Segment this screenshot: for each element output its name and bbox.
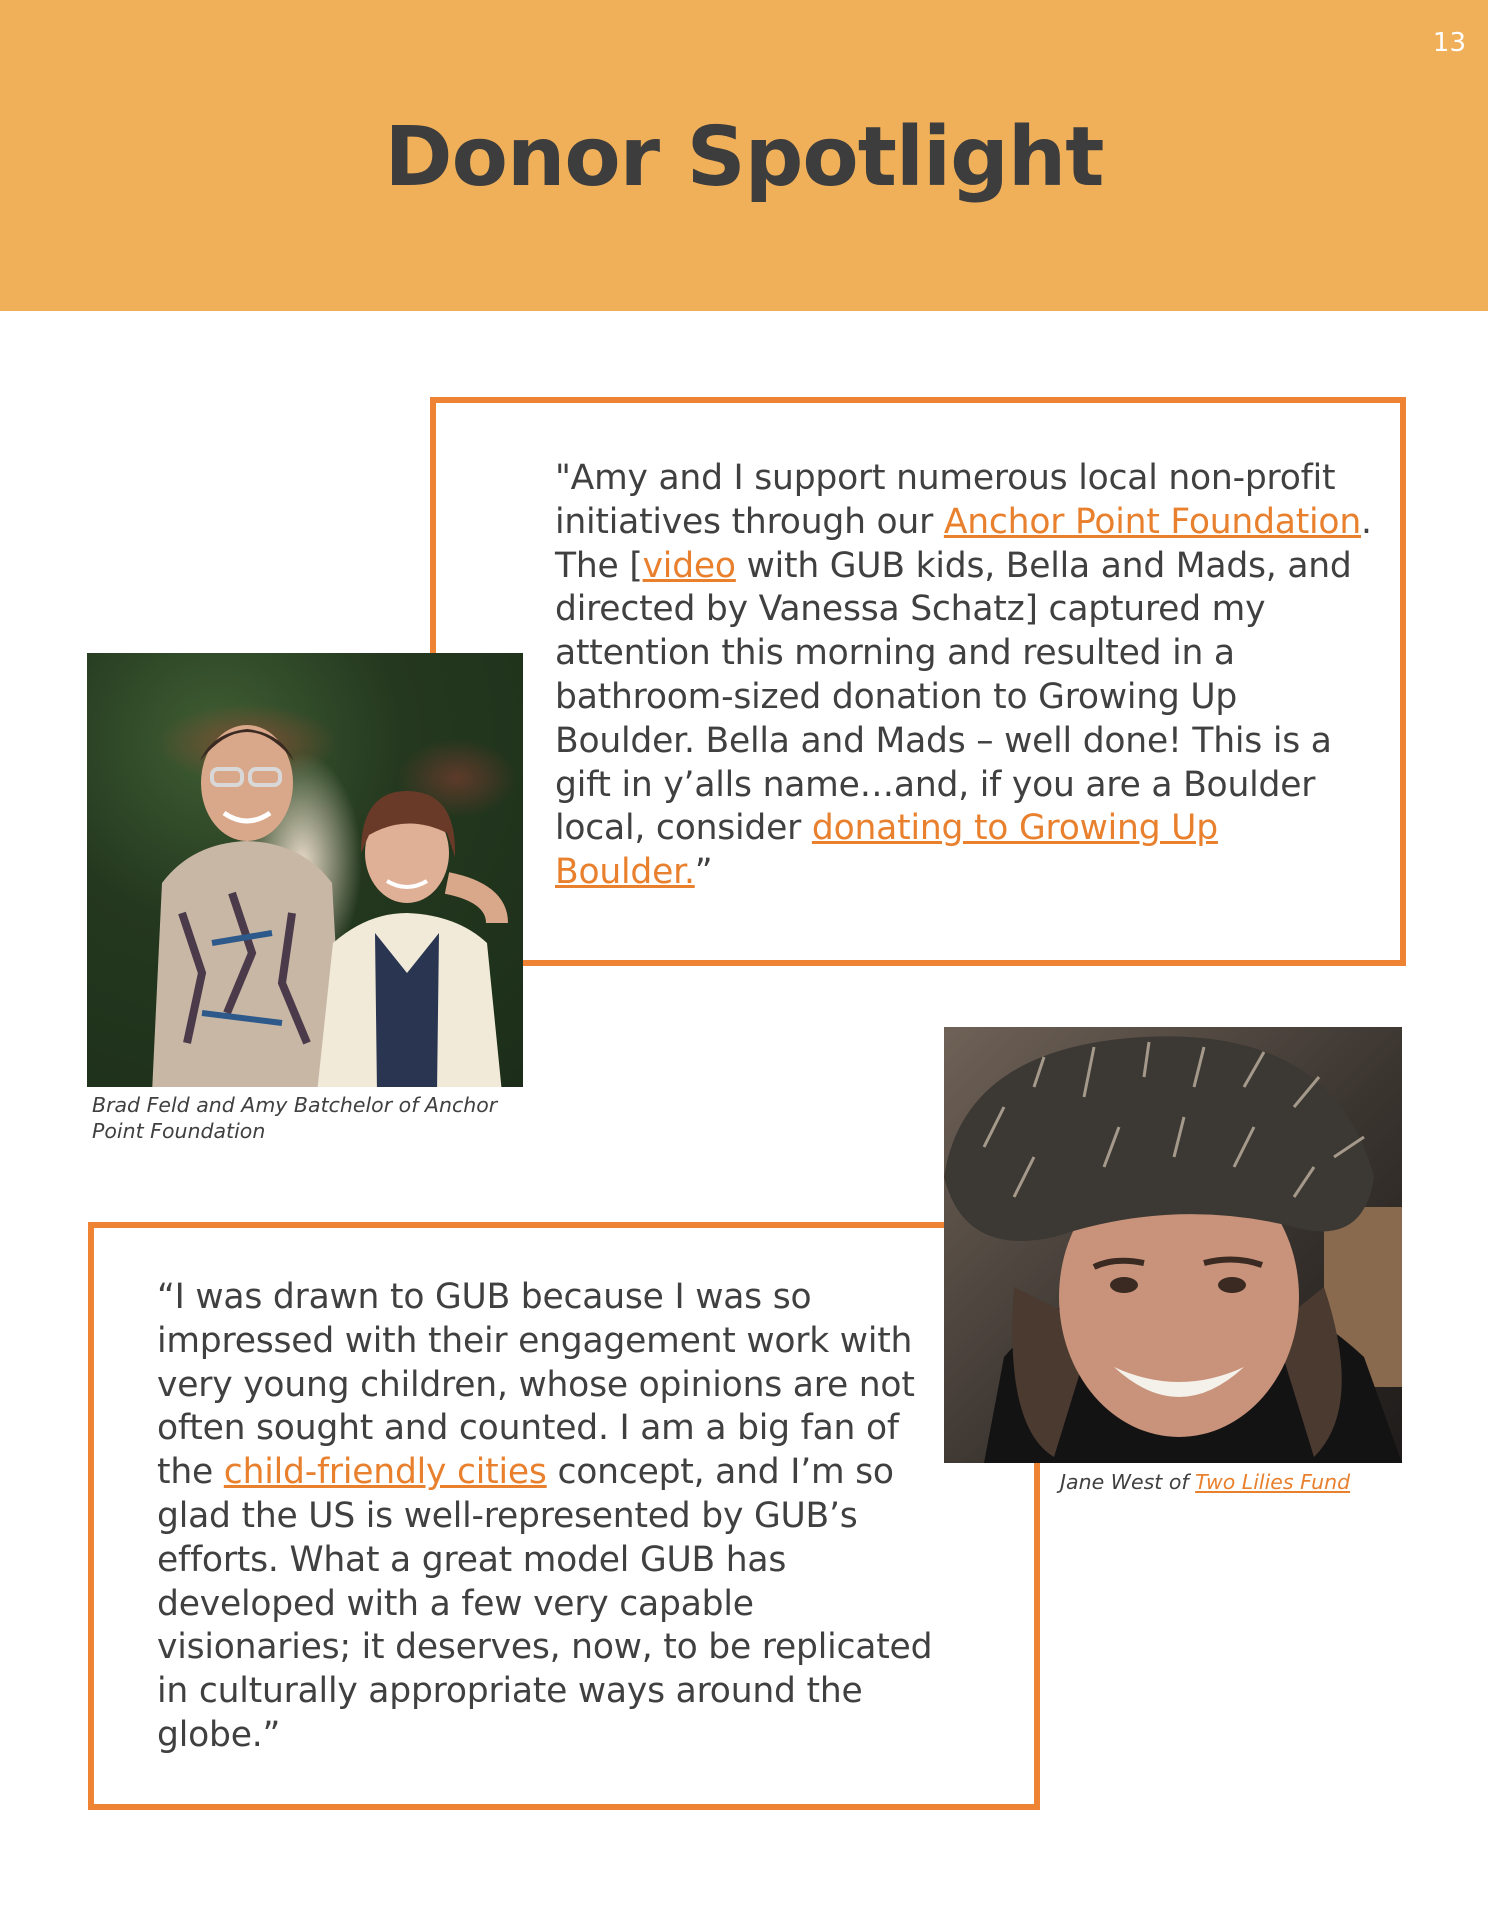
photo1-caption: Brad Feld and Amy Batchelor of Anchor Point Foundation (92, 1093, 498, 1143)
woman-portrait-icon (944, 1027, 1402, 1463)
child-friendly-cities-link[interactable]: child-friendly cities (223, 1452, 547, 1493)
quote-text: "Amy and I support numerous local non-profit initiatives through our (555, 458, 1336, 542)
quote-text: “I was drawn to GUB because I was so impressed with their engagement work with very young children, whose opinions are not often sought and counted. I am a big fan of the (157, 1277, 915, 1493)
video-link[interactable]: video (642, 545, 736, 586)
quote-text: with GUB kids, Bella and Mads, and directed by Vanessa Schatz] captured my attention this morning and resulted in a bathroom-sized donation to Growing Up Boulder. Bella and Mads – well done! This is a gift in y’alls name…and, if you are a Boulder local, consider (555, 545, 1352, 849)
quote-text: ” (694, 852, 713, 893)
photo-jane-west (944, 1027, 1402, 1463)
woman-figure-icon (297, 773, 523, 1087)
page-title: Donor Spotlight (384, 110, 1104, 205)
quote-text: . The [ (555, 501, 1372, 586)
page-header (0, 0, 1488, 311)
page-number: 13 (1432, 28, 1466, 58)
two-lilies-fund-link[interactable]: Two Lilies Fund (1195, 1470, 1351, 1494)
quote-anchor-point (555, 457, 1375, 895)
caption-text: Jane West of (1060, 1470, 1196, 1494)
photo2-caption (1060, 1469, 1420, 1495)
quote-two-lilies (157, 1276, 957, 1758)
quote-text: concept, and I’m so glad the US is well-represented by GUB’s efforts. What a great model GUB has developed with a few very capable visionaries; it deserves, now, to be replicated in culturally appropriate ways around the globe.” (157, 1452, 933, 1755)
anchor-point-foundation-link[interactable]: Anchor Point Foundation (943, 501, 1362, 542)
donate-link[interactable]: donating to Growing Up Boulder. (555, 808, 1218, 893)
photo-brad-and-amy (87, 653, 523, 1087)
